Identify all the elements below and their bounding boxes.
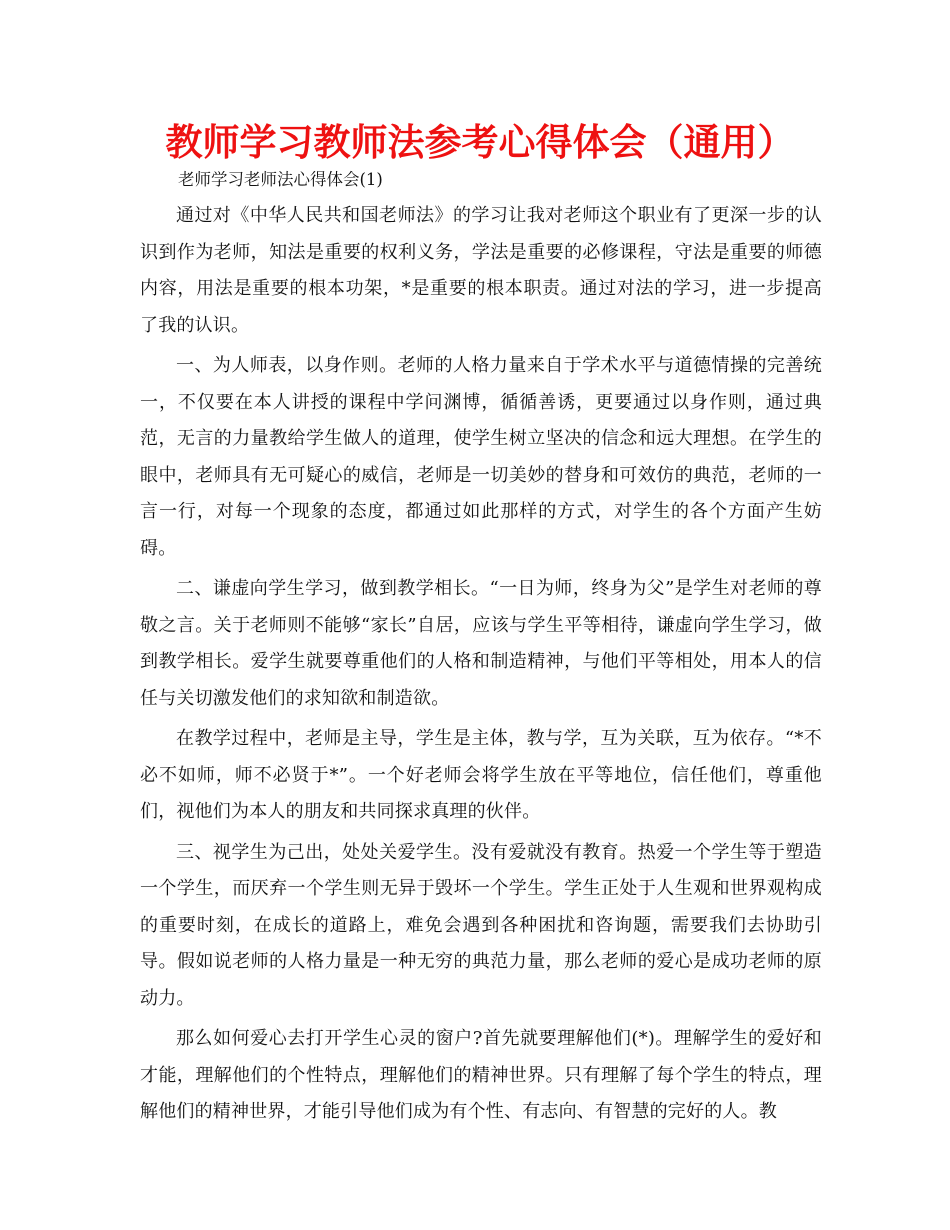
paragraph-teaching-process: 在教学过程中，老师是主导，学生是主体，教与学，互为关联，互为依存。“*不必不如师，师不必贤于*”。一个好老师会将学生放在平等地位，信任他们，尊重他们，视他们为本人的朋友和共同探求真理的伙伴。 [140, 728, 822, 822]
document-title: 教师学习教师法参考心得体会（通用） [165, 121, 795, 164]
paragraph-section-1: 一、为人师表，以身作则。老师的人格力量来自于学术水平与道德情操的完善统一，不仅要在本人讲授的课程中学问渊博，循循善诱，更要通过以身作则，通过典范，无言的力量教给学生做人的道理，使学生树立坚决的信念和远大理想。在学生的眼中，老师具有无可疑心的威信，老师是一切美妙的替身和可效仿的典范，老师的一言一行，对每一个现象的态度，都通过如此那样的方式，对学生的各个方面产生妨碍。 [140, 355, 822, 559]
paragraph-section-3: 三、视学生为己出，处处关爱学生。没有爱就没有教育。热爱一个学生等于塑造一个学生，而厌弃一个学生则无异于毁坏一个学生。学生正处于人生观和世界观构成的重要时刻，在成长的道路上，难免会遇到各种困扰和咨询题，需要我们去协助引导。假如说老师的人格力量是一种无穷的典范力量，那么老师的爱心是成功老师的原动力。 [140, 841, 822, 1009]
paragraph-intro: 通过对《中华人民共和国老师法》的学习让我对老师这个职业有了更深一步的认识到作为老师，知法是重要的权利义务，学法是重要的必修课程，守法是重要的师德内容，用法是重要的根本功架，*是重要的根本职责。通过对法的学习，进一步提高了我的认识。 [140, 205, 822, 336]
document-subtitle: 老师学习老师法心得体会(1) [178, 170, 383, 189]
paragraph-section-2: 二、谦虚向学生学习，做到教学相长。“一日为师，终身为父”是学生对老师的尊敬之言。关于老师则不能够“家长”自居，应该与学生平等相待，谦虚向学生学习，做到教学相长。爱学生就要尊重他们的人格和制造精神，与他们平等相处，用本人的信任与关切激发他们的求知欲和制造欲。 [140, 578, 822, 709]
paragraph-understanding: 那么如何爱心去打开学生心灵的窗户?首先就要理解他们(*)。理解学生的爱好和才能，理解他们的个性特点，理解他们的精神世界。只有理解了每个学生的特点，理解他们的精神世界，才能引导他们成为有个性、有志向、有智慧的完好的人。教 [140, 1028, 822, 1122]
document-body [140, 198, 822, 1135]
